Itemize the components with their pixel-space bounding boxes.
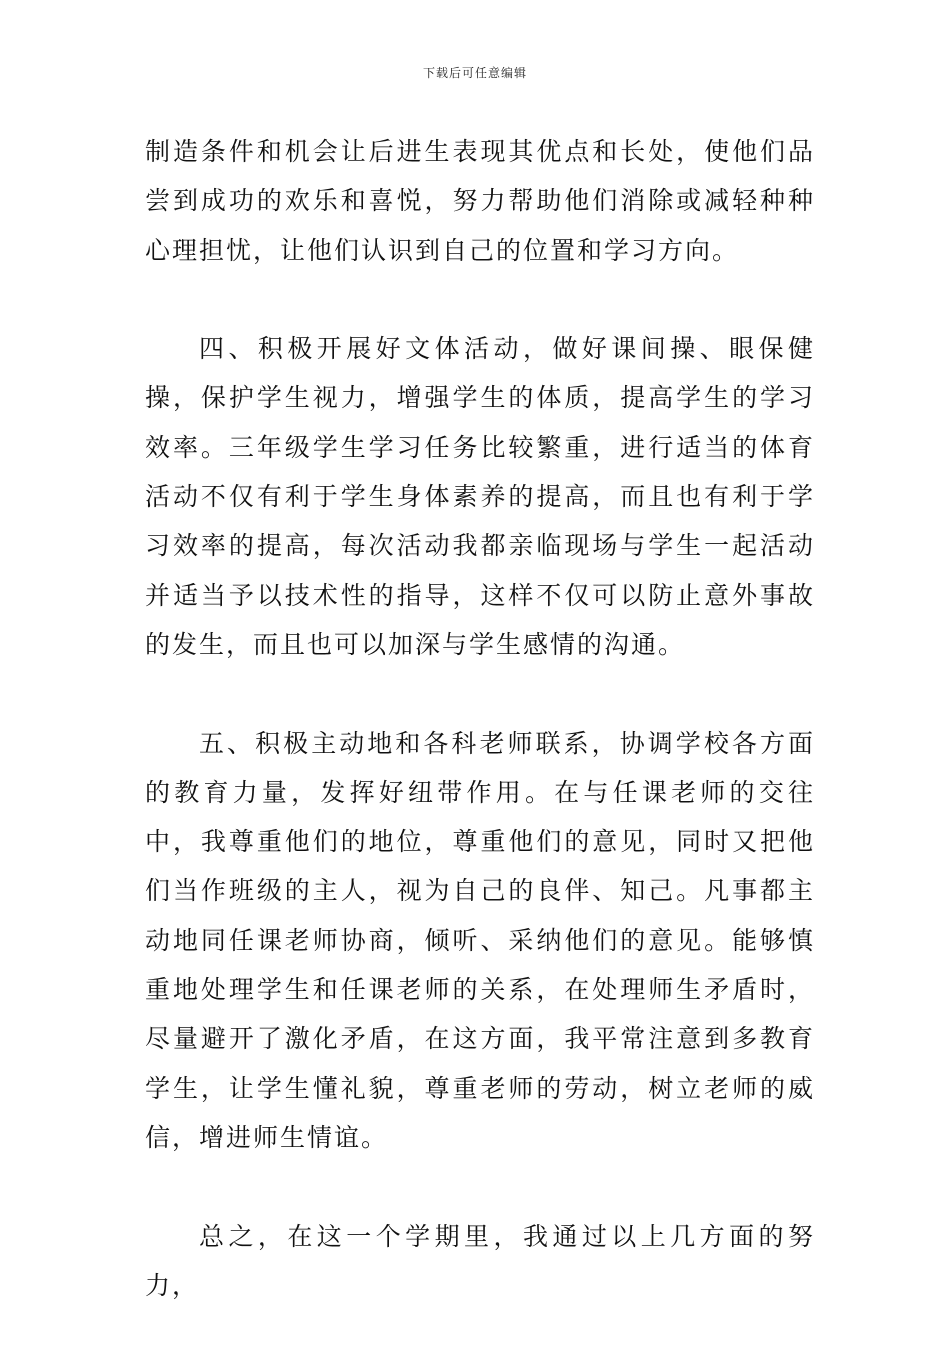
paragraph-section-four: 四、积极开展好文体活动，做好课间操、眼保健操，保护学生视力，增强学生的体质，提高学生的学习效率。三年级学生学习任务比较繁重，进行适当的体育活动不仅有利于学生身体素养的提高，而且也有利于学习效率的提高，每次活动我都亲临现场与学生一起活动并适当予以技术性的指导，这样不仅可以防止意外事故的发生，而且也可以加深与学生感情的沟通。 — [145, 334, 815, 659]
document-body — [145, 127, 815, 1359]
paragraph-summary: 总之，在这一个学期里，我通过以上几方面的努力， — [145, 1221, 815, 1300]
paragraph-continuation: 制造条件和机会让后进生表现其优点和长处，使他们品尝到成功的欢乐和喜悦，努力帮助他们消除或减轻种种心理担忧，让他们认识到自己的位置和学习方向。 — [145, 137, 815, 265]
header-note: 下载后可任意编辑 — [422, 66, 527, 80]
paragraph-section-five: 五、积极主动地和各科老师联系，协调学校各方面的教育力量，发挥好纽带作用。在与任课老师的交往中，我尊重他们的地位，尊重他们的意见，同时又把他们当作班级的主人，视为自己的良伴、知己。凡事都主动地同任课老师协商，倾听、采纳他们的意见。能够慎重地处理学生和任课老师的关系，在处理师生矛盾时，尽量避开了激化矛盾，在这方面，我平常注意到多教育学生，让学生懂礼貌，尊重老师的劳动，树立老师的威信，增进师生情谊。 — [145, 728, 815, 1152]
